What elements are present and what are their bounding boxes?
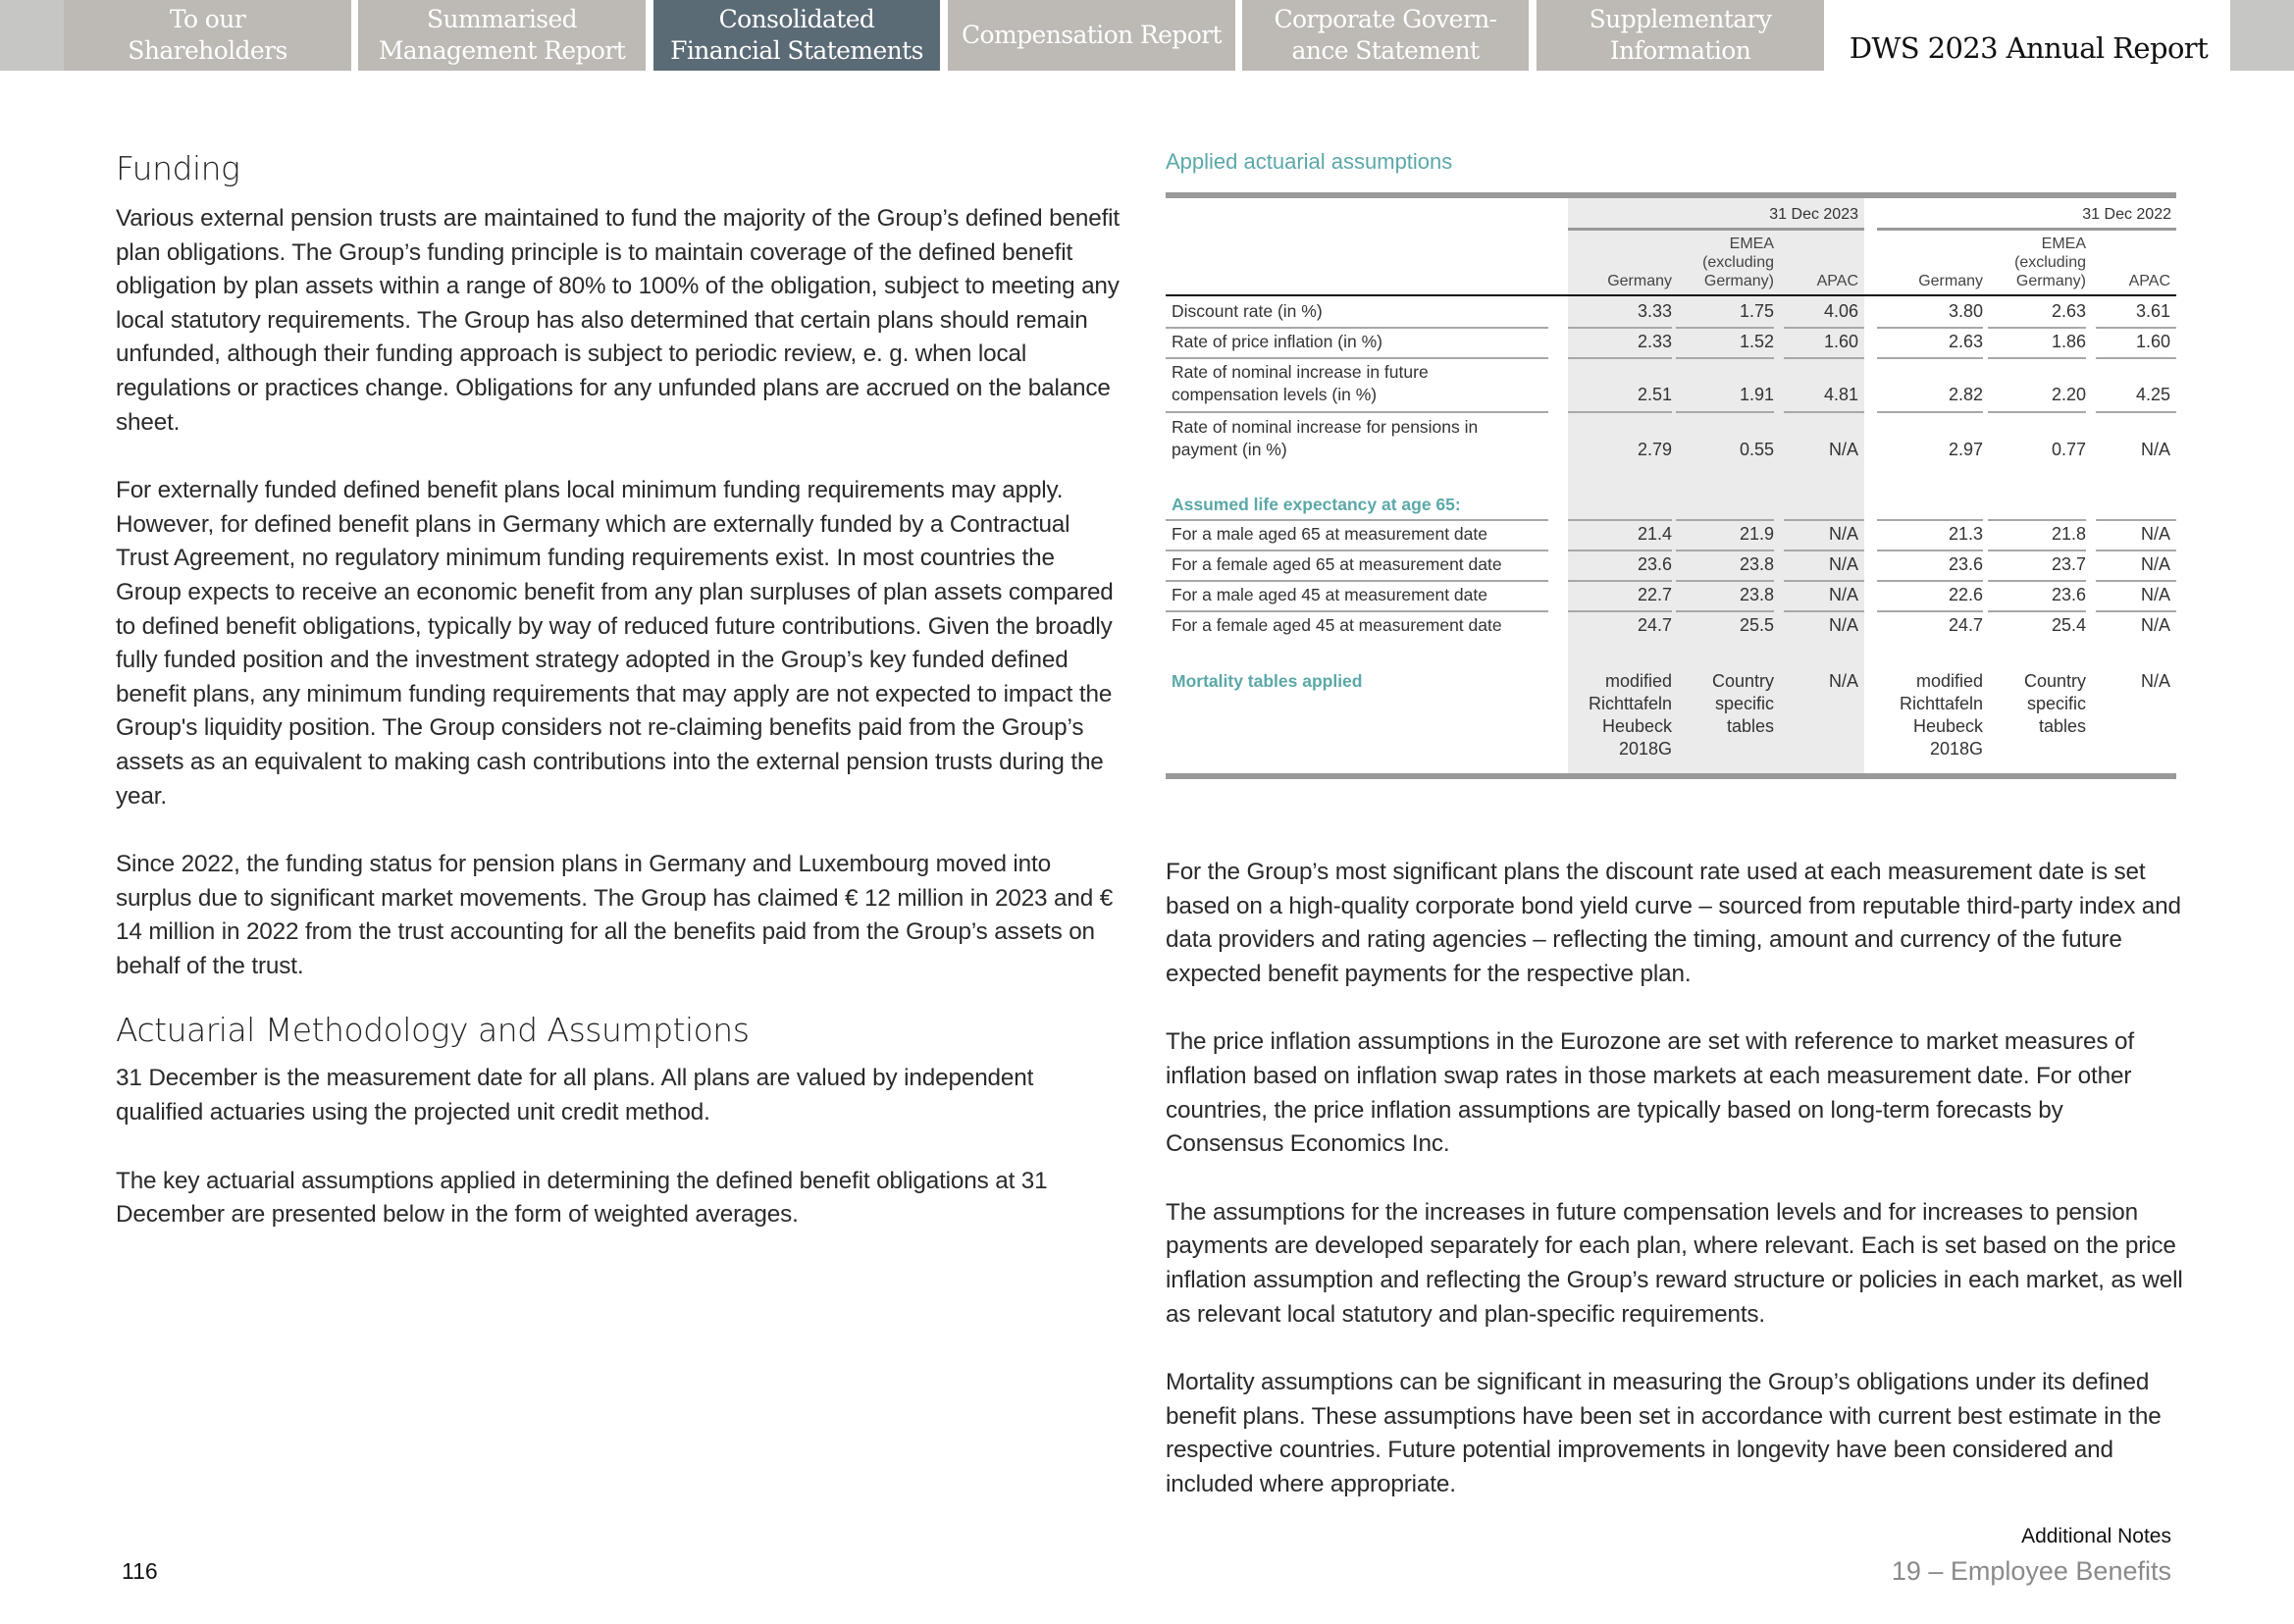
cell: 21.4 xyxy=(1637,524,1672,544)
mortality-apac-2022: N/A xyxy=(2140,671,2170,691)
row-separator xyxy=(1784,610,1864,612)
cell: 4.81 xyxy=(1823,385,1858,404)
mortality-emea-2023 xyxy=(1676,670,1774,738)
row-separator xyxy=(1676,327,1774,329)
row-separator xyxy=(1877,327,1983,329)
cell: 3.61 xyxy=(2135,301,2170,321)
actuarial-paragraph-1: 31 December is the measurement date for all plans. All plans are valued by independent qualified actuaries using the projected unit credit method. xyxy=(116,1065,1034,1126)
cell: 23.6 xyxy=(1637,554,1672,574)
cell: 23.8 xyxy=(1739,585,1774,604)
row-separator xyxy=(1676,580,1774,582)
cell: 24.7 xyxy=(1948,615,1983,635)
cell: N/A xyxy=(2140,585,2170,604)
funding-paragraph-1: Various external pension trusts are maintained to fund the majority of the Group’s defined benefit plan obligations. The Group’s funding principle is to maintain coverage of the defined benefit obligation by plan assets within a range of 80% to 100% of the obligation, subject to meeting any local statutory requirements. The Group has also determined that certain plans should remain unfunded, although their funding approach is subject to periodic review, e. g. when local regulations or practices change. Obligations for any unfunded plans are accrued on the balance sheet. xyxy=(116,205,1121,436)
cell: 4.25 xyxy=(2135,385,2170,404)
period-underline-2023 xyxy=(1568,228,1864,231)
right-column-text xyxy=(1166,856,2186,1502)
cell: 0.55 xyxy=(1739,440,1774,459)
row-separator xyxy=(1676,610,1774,612)
cell-line: Heubeck xyxy=(1601,716,1672,736)
row-separator xyxy=(1988,327,2086,329)
cell: 2.63 xyxy=(2051,301,2086,321)
tab-label: ance Statement xyxy=(1291,36,1480,65)
tab-compensation-report[interactable] xyxy=(948,0,1235,71)
discount-rate-paragraph: For the Group’s most significant plans the discount rate used at each measurement date is set based on a high-quality corporate bond yield curve – sourced from reputable third-party index and data providers and rating agencies – reflecting the timing, amount and currency of the future expected benefit payments for the respective plan. xyxy=(1166,859,2181,987)
row-separator xyxy=(1166,411,1548,413)
tab-label: Management Report xyxy=(378,36,626,65)
cell: N/A xyxy=(1828,440,1858,459)
column-header-emea-2022 xyxy=(1988,235,2086,290)
emea-line: Germany) xyxy=(2015,273,2086,289)
cell: 25.4 xyxy=(2051,615,2086,635)
tab-label: Information xyxy=(1609,36,1751,65)
cell-line: specific xyxy=(1714,694,1774,713)
cell: 24.7 xyxy=(1637,615,1672,635)
footer-subsection: 19 – Employee Benefits xyxy=(1891,1556,2171,1586)
cell: 2.97 xyxy=(1948,440,1983,459)
mortality-paragraph: Mortality assumptions can be significant in measuring the Group’s obligations under its defined benefit plans. These assumptions have been set in accordance with current best estimate in the respective countries. Future potential improvements in longevity have been considered and included where appropriate. xyxy=(1166,1369,2162,1497)
emea-line: EMEA xyxy=(1729,236,1774,252)
tab-label: Corporate Govern- xyxy=(1274,5,1497,33)
cell-line: Heubeck xyxy=(1912,716,1983,736)
row-separator xyxy=(1166,580,1548,582)
row-separator xyxy=(1676,550,1774,551)
tab-label: Summarised xyxy=(426,5,578,33)
cell: 21.3 xyxy=(1948,524,1983,544)
life-expectancy-heading: Assumed life expectancy at age 65: xyxy=(1172,495,1461,514)
row-separator xyxy=(1877,610,1983,612)
footer-section: Additional Notes xyxy=(2021,1525,2171,1547)
row-separator xyxy=(1784,411,1864,413)
row-separator xyxy=(1988,411,2086,413)
header-rule xyxy=(1166,294,2176,296)
tab-label: Compensation Report xyxy=(962,21,1222,49)
cell: 2.20 xyxy=(2051,385,2086,404)
row-separator xyxy=(1784,519,1864,521)
row-label-discount-rate: Discount rate (in %) xyxy=(1172,301,1323,321)
cell: N/A xyxy=(2140,554,2170,574)
column-header-apac-2022: APAC xyxy=(2128,273,2170,289)
row-separator xyxy=(2096,550,2176,551)
row-separator xyxy=(1988,357,2086,359)
cell: N/A xyxy=(1828,615,1858,635)
funding-paragraph-3: Since 2022, the funding status for pension plans in Germany and Luxembourg moved into surplus due to significant market movements. The Group has claimed € 12 million in 2023 and € 14 million in 2022 from the trust accounting for all the benefits paid from the Group’s assets on behalf of the trust. xyxy=(116,851,1114,979)
row-separator xyxy=(1568,519,1672,521)
emea-line: EMEA xyxy=(2041,236,2086,252)
row-separator xyxy=(1166,519,1548,521)
cell: 23.7 xyxy=(2051,554,2086,574)
funding-paragraph-2: For externally funded defined benefit plans local minimum funding requirements may apply. However, for defined benefit plans in Germany which are externally funded by a Contractual Trust Agreement, no regulatory minimum funding requirements exist. In most countries the Group expects to receive an economic benefit from any plan surpluses of plan assets compared to defined benefit obligations, typically by way of reduced future contributions. Given the broadly fully funded position and the investment strategy adopted in the Group’s key funded defined benefit plans, any minimum funding requirements that may apply are not expected to impact the Group's liquidity position. The Group considers not re-claiming benefits paid from the Group’s assets as an equivalent to making cash contributions into the external pension trusts during the year. xyxy=(116,477,1114,810)
cell: 4.06 xyxy=(1823,301,1858,321)
row-separator xyxy=(1568,327,1672,329)
cell-line: Country xyxy=(1711,671,1774,691)
label-line: payment (in %) xyxy=(1172,440,1287,459)
row-label-price-inflation: Rate of price inflation (in %) xyxy=(1172,332,1382,351)
cell: 3.33 xyxy=(1637,301,1672,321)
table-bottom-rule xyxy=(1166,773,2176,779)
period-header-2023: 31 Dec 2023 xyxy=(1769,206,1858,223)
row-separator xyxy=(1784,327,1864,329)
cell-line: 2018G xyxy=(1618,739,1672,759)
row-separator xyxy=(1166,357,1548,359)
row-separator xyxy=(1166,550,1548,551)
cell-line: Country xyxy=(2023,671,2086,691)
row-separator xyxy=(1568,411,1672,413)
row-separator xyxy=(1877,550,1983,551)
emea-line: Germany) xyxy=(1703,273,1774,289)
mortality-germany-2022 xyxy=(1877,670,1983,760)
period-header-2022: 31 Dec 2022 xyxy=(2082,206,2171,223)
report-title: DWS 2023 Annual Report xyxy=(1849,31,2209,65)
cell: 1.91 xyxy=(1739,385,1774,404)
tab-supplementary-information[interactable] xyxy=(1537,0,1824,71)
tab-label: Shareholders xyxy=(128,36,287,65)
row-separator xyxy=(1568,610,1672,612)
row-separator xyxy=(2096,580,2176,582)
row-separator xyxy=(1988,580,2086,582)
row-separator xyxy=(1877,519,1983,521)
tab-corporate-governance-statement[interactable] xyxy=(1242,0,1529,71)
row-separator xyxy=(1877,411,1983,413)
row-separator xyxy=(1568,357,1672,359)
cell: 0.77 xyxy=(2051,440,2086,459)
row-label-male-45: For a male aged 45 at measurement date xyxy=(1172,585,1487,604)
row-separator xyxy=(1877,357,1983,359)
row-separator xyxy=(2096,327,2176,329)
row-separator xyxy=(2096,411,2176,413)
funding-heading: Funding xyxy=(116,149,240,187)
mortality-emea-2022 xyxy=(1988,670,2086,738)
cell: 3.80 xyxy=(1948,301,1983,321)
mortality-germany-2023 xyxy=(1568,670,1672,760)
tab-consolidated-financial-statements[interactable] xyxy=(653,0,940,71)
cell: 2.63 xyxy=(1948,332,1983,351)
cell: 1.60 xyxy=(2135,332,2170,351)
label-line: Rate of nominal increase for pensions in xyxy=(1172,417,1479,437)
row-label-male-65: For a male aged 65 at measurement date xyxy=(1172,524,1487,544)
row-separator xyxy=(1784,550,1864,551)
cell: 22.6 xyxy=(1948,585,1983,604)
row-separator xyxy=(1988,519,2086,521)
cell: 1.75 xyxy=(1739,301,1774,321)
row-separator xyxy=(1676,357,1774,359)
compensation-paragraph: The assumptions for the increases in future compensation levels and for increases to pension payments are developed separately for each plan, where relevant. Each is set based on the price inflation assumption and reflecting the Group’s reward structure or policies in each market, as well as relevant local statutory and plan-specific requirements. xyxy=(1166,1198,2183,1328)
cell-line: tables xyxy=(2038,716,2086,736)
nav-right-stub xyxy=(2230,0,2294,71)
row-separator xyxy=(1877,580,1983,582)
cell: 22.7 xyxy=(1637,585,1672,604)
cell: 25.5 xyxy=(1739,615,1774,635)
cell: 23.8 xyxy=(1739,554,1774,574)
tab-label: Financial Statements xyxy=(670,36,923,65)
actuarial-heading: Actuarial Methodology and Assumptions xyxy=(116,1011,750,1050)
row-separator xyxy=(1166,327,1548,329)
cell: 2.79 xyxy=(1637,440,1672,459)
tab-summarised-management-report[interactable] xyxy=(358,0,646,71)
row-separator xyxy=(1988,610,2086,612)
cell: N/A xyxy=(2140,440,2170,459)
actuarial-assumptions-table xyxy=(1166,192,2176,781)
cell-line: Richttafeln xyxy=(1588,694,1672,713)
row-separator xyxy=(2096,357,2176,359)
left-column xyxy=(116,147,1126,1232)
emea-line: (excluding xyxy=(2014,254,2086,271)
label-line: compensation levels (in %) xyxy=(1172,385,1378,404)
row-separator xyxy=(1568,580,1672,582)
cell-line: Richttafeln xyxy=(1899,694,1983,713)
actuarial-paragraph-2: The key actuarial assumptions applied in determining the defined benefit obligations at 31 December are presented below in the form of weighted averages. xyxy=(116,1167,1048,1229)
row-label-female-45: For a female aged 45 at measurement date xyxy=(1172,615,1502,635)
mortality-apac-2023: N/A xyxy=(1828,671,1858,691)
row-separator xyxy=(1988,550,2086,551)
page-number: 116 xyxy=(122,1558,158,1584)
column-header-apac-2023: APAC xyxy=(1816,273,1858,289)
table-caption: Applied actuarial assumptions xyxy=(1166,149,1453,174)
tab-label: Supplementary xyxy=(1589,5,1772,33)
cell: 1.52 xyxy=(1739,332,1774,351)
period-underline-2022 xyxy=(1877,228,2176,231)
row-separator xyxy=(1568,550,1672,551)
cell: 1.86 xyxy=(2051,332,2086,351)
cell: N/A xyxy=(2140,524,2170,544)
cell: 23.6 xyxy=(1948,554,1983,574)
column-header-germany-2023: Germany xyxy=(1607,273,1672,289)
emea-line: (excluding xyxy=(1702,254,1774,271)
row-separator xyxy=(2096,610,2176,612)
cell-line: tables xyxy=(1726,716,1774,736)
cell: N/A xyxy=(2140,615,2170,635)
cell-line: 2018G xyxy=(1929,739,1983,759)
mortality-tables-heading: Mortality tables applied xyxy=(1172,671,1363,691)
cell: 21.9 xyxy=(1739,524,1774,544)
row-separator xyxy=(1784,580,1864,582)
row-separator xyxy=(1166,610,1548,612)
cell: 1.60 xyxy=(1823,332,1858,351)
cell: N/A xyxy=(1828,585,1858,604)
row-separator xyxy=(2096,519,2176,521)
column-header-emea-2023 xyxy=(1676,235,1774,290)
cell: 23.6 xyxy=(2051,585,2086,604)
cell-line: modified xyxy=(1604,671,1672,691)
row-label-compensation-increase xyxy=(1172,361,1544,406)
label-line: Rate of nominal increase in future xyxy=(1172,362,1429,382)
nav-left-stub xyxy=(0,0,64,71)
row-separator xyxy=(1784,357,1864,359)
tab-label: Consolidated xyxy=(718,5,875,33)
cell-line: specific xyxy=(2026,694,2086,713)
row-label-pension-increase xyxy=(1172,416,1544,461)
price-inflation-paragraph: The price inflation assumptions in the Eurozone are set with reference to market measures of inflation based on inflation swap rates in those markets at each measurement date. For other countries, the price inflation assumptions are typically based on long-term forecasts by Consensus Economics Inc. xyxy=(1166,1028,2134,1158)
top-navigation xyxy=(0,0,2294,71)
cell: 2.33 xyxy=(1637,332,1672,351)
cell-line: modified xyxy=(1915,671,1983,691)
column-header-germany-2022: Germany xyxy=(1918,273,1983,289)
cell: N/A xyxy=(1828,554,1858,574)
cell: 2.51 xyxy=(1637,385,1672,404)
tab-label: To our xyxy=(169,5,246,33)
row-separator xyxy=(1676,411,1774,413)
cell: N/A xyxy=(1828,524,1858,544)
row-separator xyxy=(1676,519,1774,521)
tab-to-our-shareholders[interactable] xyxy=(64,0,351,71)
row-label-female-65: For a female aged 65 at measurement date xyxy=(1172,554,1502,574)
cell: 2.82 xyxy=(1948,385,1983,404)
cell: 21.8 xyxy=(2051,524,2086,544)
